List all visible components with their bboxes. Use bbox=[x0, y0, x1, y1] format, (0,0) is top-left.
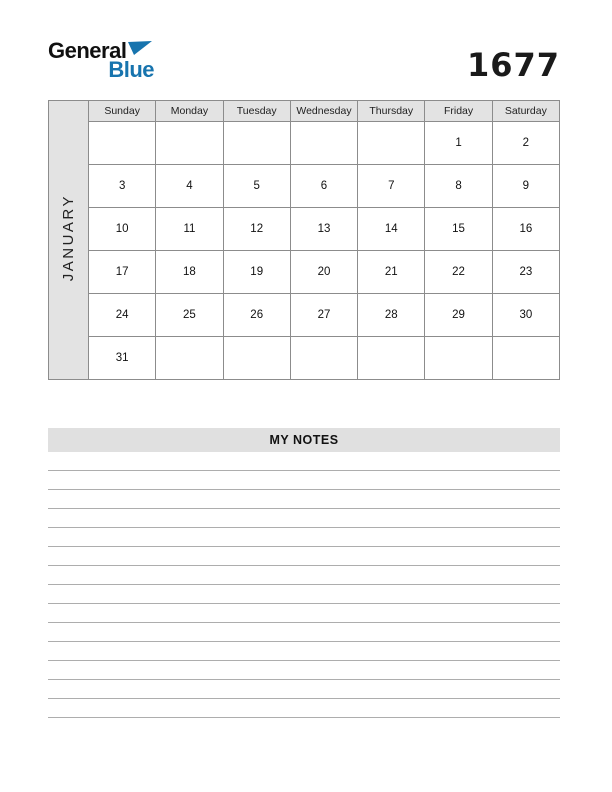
calendar-day-cell: 8 bbox=[425, 165, 492, 208]
calendar-day-cell: 10 bbox=[89, 208, 156, 251]
day-header-friday: Friday bbox=[425, 101, 492, 122]
calendar-day-cell: 7 bbox=[358, 165, 425, 208]
note-line bbox=[48, 452, 560, 471]
calendar-empty-cell bbox=[290, 122, 357, 165]
calendar-day-cell: 16 bbox=[492, 208, 559, 251]
note-line bbox=[48, 566, 560, 585]
calendar-day-cell: 2 bbox=[492, 122, 559, 165]
day-header-sunday: Sunday bbox=[89, 101, 156, 122]
calendar-day-cell: 15 bbox=[425, 208, 492, 251]
notes-lines bbox=[48, 452, 560, 718]
calendar-day-cell: 9 bbox=[492, 165, 559, 208]
calendar-week-row bbox=[49, 337, 560, 380]
general-blue-logo bbox=[48, 38, 158, 83]
calendar-empty-cell bbox=[358, 122, 425, 165]
calendar-empty-cell bbox=[492, 337, 559, 380]
note-line bbox=[48, 699, 560, 718]
calendar-day-cell: 12 bbox=[223, 208, 290, 251]
calendar-empty-cell bbox=[89, 122, 156, 165]
calendar-day-cell: 17 bbox=[89, 251, 156, 294]
calendar-week-row bbox=[49, 294, 560, 337]
note-line bbox=[48, 642, 560, 661]
calendar-day-cell: 19 bbox=[223, 251, 290, 294]
note-line bbox=[48, 585, 560, 604]
day-header-monday: Monday bbox=[156, 101, 223, 122]
calendar-day-cell: 27 bbox=[290, 294, 357, 337]
calendar-table bbox=[48, 100, 560, 380]
calendar-week-row bbox=[49, 208, 560, 251]
calendar-day-cell: 11 bbox=[156, 208, 223, 251]
calendar-day-cell: 26 bbox=[223, 294, 290, 337]
calendar-day-cell: 21 bbox=[358, 251, 425, 294]
calendar-empty-cell bbox=[425, 337, 492, 380]
calendar-day-cell: 13 bbox=[290, 208, 357, 251]
calendar-day-cell: 14 bbox=[358, 208, 425, 251]
day-header-thursday: Thursday bbox=[358, 101, 425, 122]
notes-header bbox=[48, 428, 560, 452]
notes-title: MY NOTES bbox=[269, 433, 339, 447]
calendar-day-cell: 28 bbox=[358, 294, 425, 337]
calendar-day-cell: 30 bbox=[492, 294, 559, 337]
calendar-day-cell: 22 bbox=[425, 251, 492, 294]
calendar-day-cell: 23 bbox=[492, 251, 559, 294]
calendar-day-cell: 20 bbox=[290, 251, 357, 294]
note-line bbox=[48, 547, 560, 566]
calendar-week-row bbox=[49, 251, 560, 294]
note-line bbox=[48, 490, 560, 509]
calendar-day-cell: 25 bbox=[156, 294, 223, 337]
year-title: 1677 bbox=[466, 46, 560, 84]
calendar-day-cell: 6 bbox=[290, 165, 357, 208]
logo-word-blue: Blue bbox=[108, 57, 154, 82]
logo-word-general: General bbox=[48, 38, 127, 63]
day-header-tuesday: Tuesday bbox=[223, 101, 290, 122]
day-header-wednesday: Wednesday bbox=[290, 101, 357, 122]
note-line bbox=[48, 680, 560, 699]
calendar-day-cell: 3 bbox=[89, 165, 156, 208]
calendar-day-cell: 5 bbox=[223, 165, 290, 208]
calendar-empty-cell bbox=[223, 122, 290, 165]
calendar-day-cell: 4 bbox=[156, 165, 223, 208]
calendar-day-cell: 31 bbox=[89, 337, 156, 380]
calendar-week-row bbox=[49, 165, 560, 208]
calendar-empty-cell bbox=[358, 337, 425, 380]
calendar-header-row bbox=[49, 101, 560, 122]
note-line bbox=[48, 661, 560, 680]
calendar-empty-cell bbox=[156, 337, 223, 380]
month-label: JANUARY bbox=[60, 193, 77, 282]
logo-flag-icon bbox=[128, 41, 152, 56]
month-cell bbox=[49, 101, 89, 380]
calendar-empty-cell bbox=[156, 122, 223, 165]
calendar-day-cell: 24 bbox=[89, 294, 156, 337]
day-header-saturday: Saturday bbox=[492, 101, 559, 122]
note-line bbox=[48, 528, 560, 547]
note-line bbox=[48, 604, 560, 623]
calendar-day-cell: 1 bbox=[425, 122, 492, 165]
note-line bbox=[48, 471, 560, 490]
calendar-empty-cell bbox=[223, 337, 290, 380]
calendar-day-cell: 18 bbox=[156, 251, 223, 294]
calendar-week-row bbox=[49, 122, 560, 165]
calendar-day-cell: 29 bbox=[425, 294, 492, 337]
note-line bbox=[48, 623, 560, 642]
calendar-empty-cell bbox=[290, 337, 357, 380]
note-line bbox=[48, 509, 560, 528]
